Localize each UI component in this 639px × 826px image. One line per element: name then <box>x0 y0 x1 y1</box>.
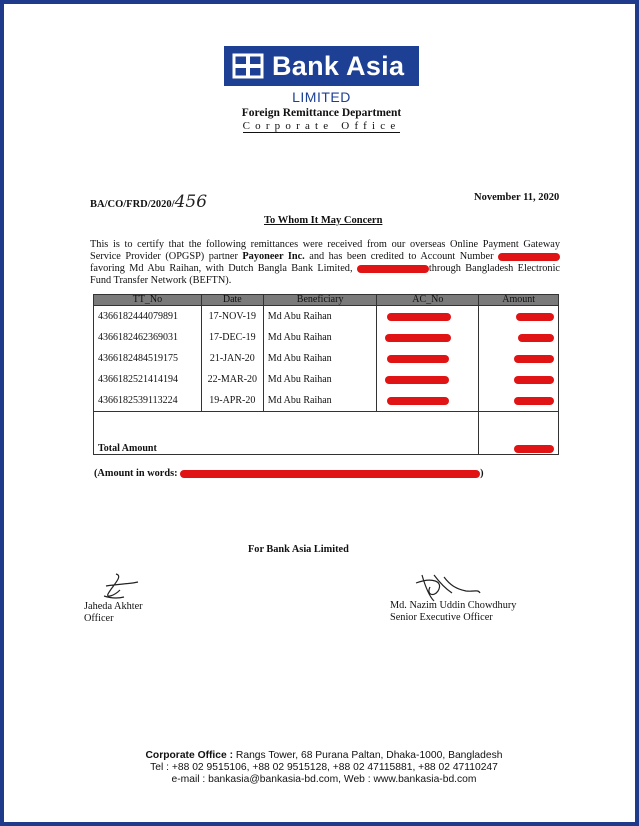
department-title: Foreign Remittance Department <box>241 107 402 119</box>
account-cell <box>377 306 479 328</box>
redaction-mark <box>514 397 554 405</box>
footer-web: e-mail : bankasia@bankasia-bd.com, Web : www.bankasia-bd.com <box>171 774 477 785</box>
bank-asia-logo-icon <box>232 53 264 79</box>
redaction-mark <box>514 445 554 453</box>
bank-limited: LIMITED <box>292 89 351 105</box>
column-header: Date <box>201 295 263 306</box>
signatory-2 <box>390 600 516 624</box>
remittance-table <box>93 294 559 455</box>
redaction-mark <box>514 376 554 384</box>
partner-name: Payoneer Inc. <box>242 251 305 262</box>
redaction-mark <box>385 334 451 342</box>
signatory-1 <box>84 601 143 625</box>
amount-cell <box>479 306 559 328</box>
beneficiary: Md Abu Raihan <box>263 327 377 348</box>
signatory-name: Jaheda Akhter <box>84 601 143 612</box>
redaction-mark <box>385 376 449 384</box>
redaction-mark <box>180 470 480 478</box>
signatory-title: Senior Executive Officer <box>390 612 493 623</box>
footer-label: Corporate Office : <box>145 750 234 761</box>
handwritten-ref-number: 456 <box>174 192 208 212</box>
column-header: Amount <box>479 295 559 306</box>
reference-number: BA/CO/FRD/2020/456 <box>90 192 208 212</box>
letter-date: November 11, 2020 <box>474 192 560 203</box>
beneficiary: Md Abu Raihan <box>263 369 377 390</box>
beneficiary: Md Abu Raihan <box>263 348 377 369</box>
tt-date: 21-JAN-20 <box>201 348 263 369</box>
redaction-mark <box>498 253 560 261</box>
tt-date: 17-NOV-19 <box>201 306 263 328</box>
amount-cell <box>479 390 559 412</box>
tt-number: 4366182444079891 <box>94 306 202 328</box>
for-bank-label: For Bank Asia Limited <box>248 544 349 555</box>
total-amount-cell <box>479 412 559 455</box>
amount-cell <box>479 369 559 390</box>
column-header: Beneficiary <box>263 295 377 306</box>
redaction-mark <box>516 313 554 321</box>
redaction-mark <box>387 355 449 363</box>
redaction-mark <box>357 265 429 273</box>
account-cell <box>377 327 479 348</box>
beneficiary: Md Abu Raihan <box>263 390 377 412</box>
beneficiary: Md Abu Raihan <box>263 306 377 328</box>
table-row <box>94 390 559 412</box>
amount-cell <box>479 327 559 348</box>
account-cell <box>377 369 479 390</box>
letter-subject: To Whom It May Concern <box>264 215 383 226</box>
signature-jaheda <box>94 570 154 602</box>
signatory-name: Md. Nazim Uddin Chowdhury <box>390 600 517 611</box>
table-row <box>94 348 559 369</box>
table-header-row <box>94 295 559 306</box>
tt-date: 17-DEC-19 <box>201 327 263 348</box>
tt-number: 4366182539113224 <box>94 390 202 412</box>
account-cell <box>377 348 479 369</box>
total-row <box>94 412 559 455</box>
column-header: TT_No <box>94 295 202 306</box>
footer-phone: Tel : +88 02 9515106, +88 02 9515128, +88 02 47115881, +88 02 47110247 <box>150 762 498 773</box>
footer-address: Rangs Tower, 68 Purana Paltan, Dhaka-1000, Bangladesh <box>233 750 503 761</box>
redaction-mark <box>518 334 554 342</box>
table-row <box>94 327 559 348</box>
amount-in-words: (Amount in words: ) <box>94 468 484 479</box>
signatory-title: Officer <box>84 613 114 624</box>
tt-date: 19-APR-20 <box>201 390 263 412</box>
tt-number: 4366182462369031 <box>94 327 202 348</box>
document-page <box>4 4 635 822</box>
office-subtitle: Corporate Office <box>242 120 401 132</box>
redaction-mark <box>514 355 554 363</box>
letter-body: This is to certify that the following remittances were received from our overseas Online Payment Gateway Service Provider (OPGSP) partner Payoneer Inc. and has been credited to Account Number favoring Md Abu Raihan, with Dutch Bangla Bank Limited, through Bangladesh Electronic Fund Transfer Network (BEFTN). <box>90 239 560 286</box>
bank-logo <box>224 46 419 86</box>
account-cell <box>377 390 479 412</box>
bank-name: Bank Asia <box>272 50 405 81</box>
table-row <box>94 369 559 390</box>
table-row <box>94 306 559 328</box>
tt-number: 4366182484519175 <box>94 348 202 369</box>
column-header: AC_No <box>377 295 479 306</box>
tt-number: 4366182521414194 <box>94 369 202 390</box>
tt-date: 22-MAR-20 <box>201 369 263 390</box>
total-label: Total Amount <box>94 412 479 455</box>
redaction-mark <box>387 397 449 405</box>
redaction-mark <box>387 313 451 321</box>
letter-footer <box>64 750 584 786</box>
amount-cell <box>479 348 559 369</box>
